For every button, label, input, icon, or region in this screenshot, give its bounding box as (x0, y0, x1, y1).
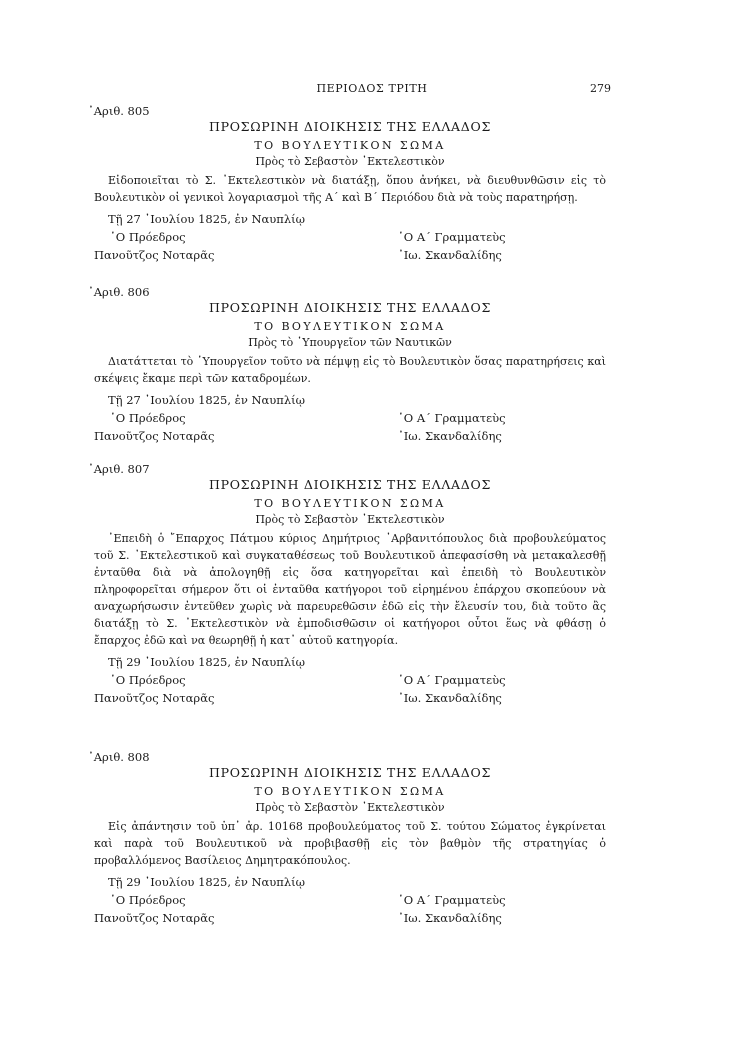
secretary-name: ᾽Ιω. Σκανδαλίδης (398, 429, 502, 443)
government-title: ΠΡΟΣΩΡΙΝΗ ΔΙΟΙΚΗΣΙΣ ΤΗΣ ΕΛΛΑΔΟΣ (209, 765, 491, 780)
entry-number: ᾽Αριθ. 806 (88, 285, 150, 299)
issuing-body: ΤΟ ΒΟΥΛΕΥΤΙΚΟΝ ΣΩΜΑ (254, 139, 446, 152)
secretary-title: ῾Ο Α΄ Γραμματεὺς (398, 411, 506, 425)
president-title: ῾Ο Πρόεδρος (110, 230, 186, 244)
secretary-title: ῾Ο Α΄ Γραμματεὺς (398, 893, 506, 907)
page-header (0, 82, 744, 102)
entry-text: ᾽Επειδὴ ὁ ῎Επαρχος Πάτμου κύριος Δημήτριος ᾽Αρβανιτόπουλος διὰ προβουλεύματος τοῦ Σ. ᾽Εκτελεστικοῦ καὶ συγκαταθέσεως τοῦ Βουλευτικοῦ ἀπεφασίσθη νὰ μετακαλεσθῇ ἐνταῦθα διὰ νὰ ἀπολογηθῇ εἰς ὅσα κατηγορεῖται καὶ ἐπειδὴ τὸ Βουλευτικὸν πληροφορεῖται σήμερον ὅτι οἱ ἐνταῦθα κατήγοροι τοῦ εἰρημένου ἐπάρχου σκοπεύουν νὰ αναχωρήσωσιν ἐντεῦθεν χωρὶς νὰ παρευρεθῶσιν ἐδῶ εἰς τὴν ἔλευσίν του, διὰ τοῦτο ἂς διατάξῃ τὸ Σ. ᾽Εκτελεστικὸν νὰ ἐμποδισθῶσιν οἱ κατήγοροι οὗτοι ἕως νὰ φθάσῃ ὁ ἔπαρχος ἐδῶ καὶ να θεωρηθῇ ἡ κατ᾽ αὐτοῦ κατηγορία. (94, 532, 606, 647)
page-number: 279 (590, 82, 611, 95)
document-entry (88, 462, 606, 709)
addressee: Πρὸς τὸ Σεβαστὸν ᾽Εκτελεστικὸν (255, 513, 445, 526)
document-entry (88, 750, 606, 929)
signatures (94, 893, 606, 929)
government-title: ΠΡΟΣΩΡΙΝΗ ΔΙΟΙΚΗΣΙΣ ΤΗΣ ΕΛΛΑΔΟΣ (209, 300, 491, 315)
document-entry (88, 104, 606, 266)
entry-date: Τῇ 27 ᾽Ιουλίου 1825, ἐν Ναυπλίῳ (108, 212, 306, 226)
secretary-title: ῾Ο Α΄ Γραμματεὺς (398, 230, 506, 244)
entry-text: Διατάττεται τὸ ῾Υπουργεῖον τοῦτο νὰ πέμψῃ εἰς τὸ Βουλευτικὸν ὅσας παρατηρήσεις καὶ σκέψεις ἔκαμε περὶ τῶν καταδρομέων. (94, 355, 606, 385)
entry-number: ᾽Αριθ. 808 (88, 750, 150, 764)
president-name: Πανοῦτζος Νοταρᾶς (94, 911, 215, 925)
secretary-name: ᾽Ιω. Σκανδαλίδης (398, 248, 502, 262)
president-name: Πανοῦτζος Νοταρᾶς (94, 429, 215, 443)
issuing-body: ΤΟ ΒΟΥΛΕΥΤΙΚΟΝ ΣΩΜΑ (254, 497, 446, 510)
secretary-name: ᾽Ιω. Σκανδαλίδης (398, 911, 502, 925)
government-title: ΠΡΟΣΩΡΙΝΗ ΔΙΟΙΚΗΣΙΣ ΤΗΣ ΕΛΛΑΔΟΣ (209, 477, 491, 492)
document-entry (88, 285, 606, 447)
entry-number: ᾽Αριθ. 807 (88, 462, 150, 476)
secretary-name: ᾽Ιω. Σκανδαλίδης (398, 691, 502, 705)
president-title: ῾Ο Πρόεδρος (110, 673, 186, 687)
president-title: ῾Ο Πρόεδρος (110, 893, 186, 907)
government-title: ΠΡΟΣΩΡΙΝΗ ΔΙΟΙΚΗΣΙΣ ΤΗΣ ΕΛΛΑΔΟΣ (209, 119, 491, 134)
addressee: Πρὸς τὸ ῾Υπουργεῖον τῶν Ναυτικῶν (248, 336, 452, 349)
issuing-body: ΤΟ ΒΟΥΛΕΥΤΙΚΟΝ ΣΩΜΑ (254, 785, 446, 798)
addressee: Πρὸς τὸ Σεβαστὸν ᾽Εκτελεστικὸν (255, 155, 445, 168)
president-title: ῾Ο Πρόεδρος (110, 411, 186, 425)
president-name: Πανοῦτζος Νοταρᾶς (94, 248, 215, 262)
entry-text: Εἰς ἀπάντησιν τοῦ ὑπ᾽ ἀρ. 10168 προβουλεύματος τοῦ Σ. τούτου Σώματος ἐγκρίνεται καὶ παρὰ τοῦ Βουλευτικοῦ νὰ προβιβασθῇ εἰς τὸν βαθμὸν τῆς στρατηγίας ὁ προβαλλόμενος Βασίλειος Δημητρακόπουλος. (94, 820, 606, 867)
signatures (94, 673, 606, 709)
secretary-title: ῾Ο Α΄ Γραμματεὺς (398, 673, 506, 687)
entry-date: Τῇ 27 ᾽Ιουλίου 1825, ἐν Ναυπλίῳ (108, 393, 306, 407)
signatures (94, 411, 606, 447)
entry-date: Τῇ 29 ᾽Ιουλίου 1825, ἐν Ναυπλίῳ (108, 655, 306, 669)
issuing-body: ΤΟ ΒΟΥΛΕΥΤΙΚΟΝ ΣΩΜΑ (254, 320, 446, 333)
entry-number: ᾽Αριθ. 805 (88, 104, 150, 118)
entry-date: Τῇ 29 ᾽Ιουλίου 1825, ἐν Ναυπλίῳ (108, 875, 306, 889)
entry-text: Εἰδοποιεῖται τὸ Σ. ᾽Εκτελεστικὸν νὰ διατάξῃ, ὅπου ἀνήκει, νὰ διευθυνθῶσιν εἰς τὸ Βουλευτικὸν οἱ γενικοὶ λογαριασμοὶ τῆς Α΄ καὶ Β΄ Περιόδου διὰ νὰ τοὺς παρατηρήσῃ. (94, 174, 606, 204)
running-title: ΠΕΡΙΟΔΟΣ ΤΡΙΤΗ (316, 82, 428, 95)
signatures (94, 230, 606, 266)
addressee: Πρὸς τὸ Σεβαστὸν ᾽Εκτελεστικὸν (255, 801, 445, 814)
president-name: Πανοῦτζος Νοταρᾶς (94, 691, 215, 705)
